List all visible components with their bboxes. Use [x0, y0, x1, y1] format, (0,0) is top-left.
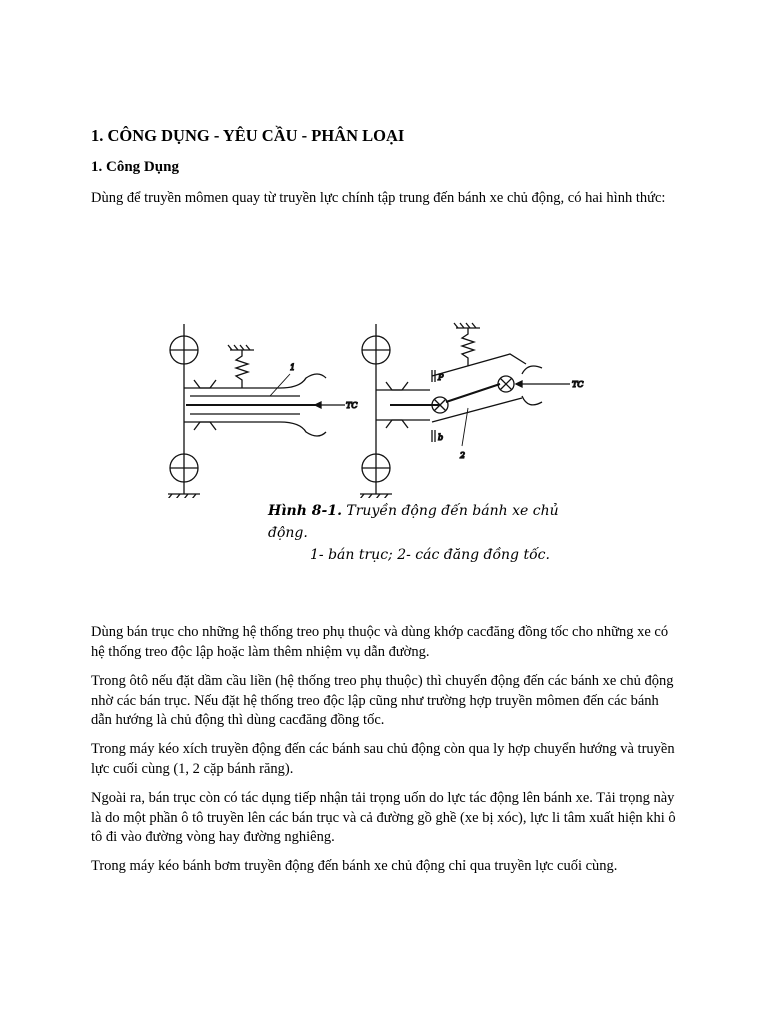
section-heading: 1. CÔNG DỤNG - YÊU CẦU - PHÂN LOẠI [91, 126, 405, 145]
subsection-heading: 1. Công Dụng [91, 159, 179, 175]
tc-right-label: TC [572, 380, 584, 389]
caption-title: Truyền động đến bánh xe chủ động. [268, 503, 559, 541]
drivetrain-diagram [150, 318, 600, 498]
caption-legend: 1- bán trục; 2- các đăng đồng tốc. [310, 547, 550, 563]
caption-label: Hình 8-1. [268, 503, 342, 519]
figure-caption [268, 500, 588, 566]
part-1-label: 1 [290, 363, 296, 372]
paragraph-5: Ngoài ra, bán trục còn có tác dụng tiếp nhận tải trọng uốn do lực tác động lên bánh xe. Tải trọng này là do một phần ô tô truyền lên các bán trục và cả đường gồ ghề (xe bị xóc), lực li tâm xuất hiện khi ô tô đi vào đường vòng hay đường nghiêng. [91, 790, 676, 845]
p-label: P [438, 373, 444, 382]
paragraph-4: Trong máy kéo xích truyền động đến các bánh sau chủ động còn qua ly hợp chuyển hướng và truyền lực cuối cùng (1, 2 cặp bánh răng). [91, 741, 675, 777]
paragraph-intro: Dùng để truyền mômen quay từ truyền lực chính tập trung đến bánh xe chủ động, có hai hình thức: [91, 190, 666, 206]
part-2-label: 2 [460, 451, 466, 460]
b-label: b [438, 433, 444, 442]
paragraph-2: Dùng bán trục cho những hệ thống treo phụ thuộc và dùng khớp cacđăng đồng tốc cho những xe có hệ thống treo độc lập hoặc làm thêm nhiệm vụ dẫn đường. [91, 624, 669, 660]
diagram-left [168, 324, 345, 498]
paragraph-3: Trong ôtô nếu đặt dầm cầu liền (hệ thống treo phụ thuộc) thì chuyển động đến các bánh xe chủ động nhờ các bán trục. Nếu đặt hệ thống treo độc lập cũng như trường hợp truyền mômen đến các bánh dẫn hướng là chủ động thì dùng cacđăng đồng tốc. [91, 673, 674, 728]
tc-left-label: TC [346, 401, 358, 410]
figure-drivetrain [150, 318, 600, 563]
diagram-right [360, 323, 570, 498]
paragraph-6: Trong máy kéo bánh bơm truyền động đến bánh xe chủ động chỉ qua truyền lực cuối cùng. [91, 858, 618, 874]
